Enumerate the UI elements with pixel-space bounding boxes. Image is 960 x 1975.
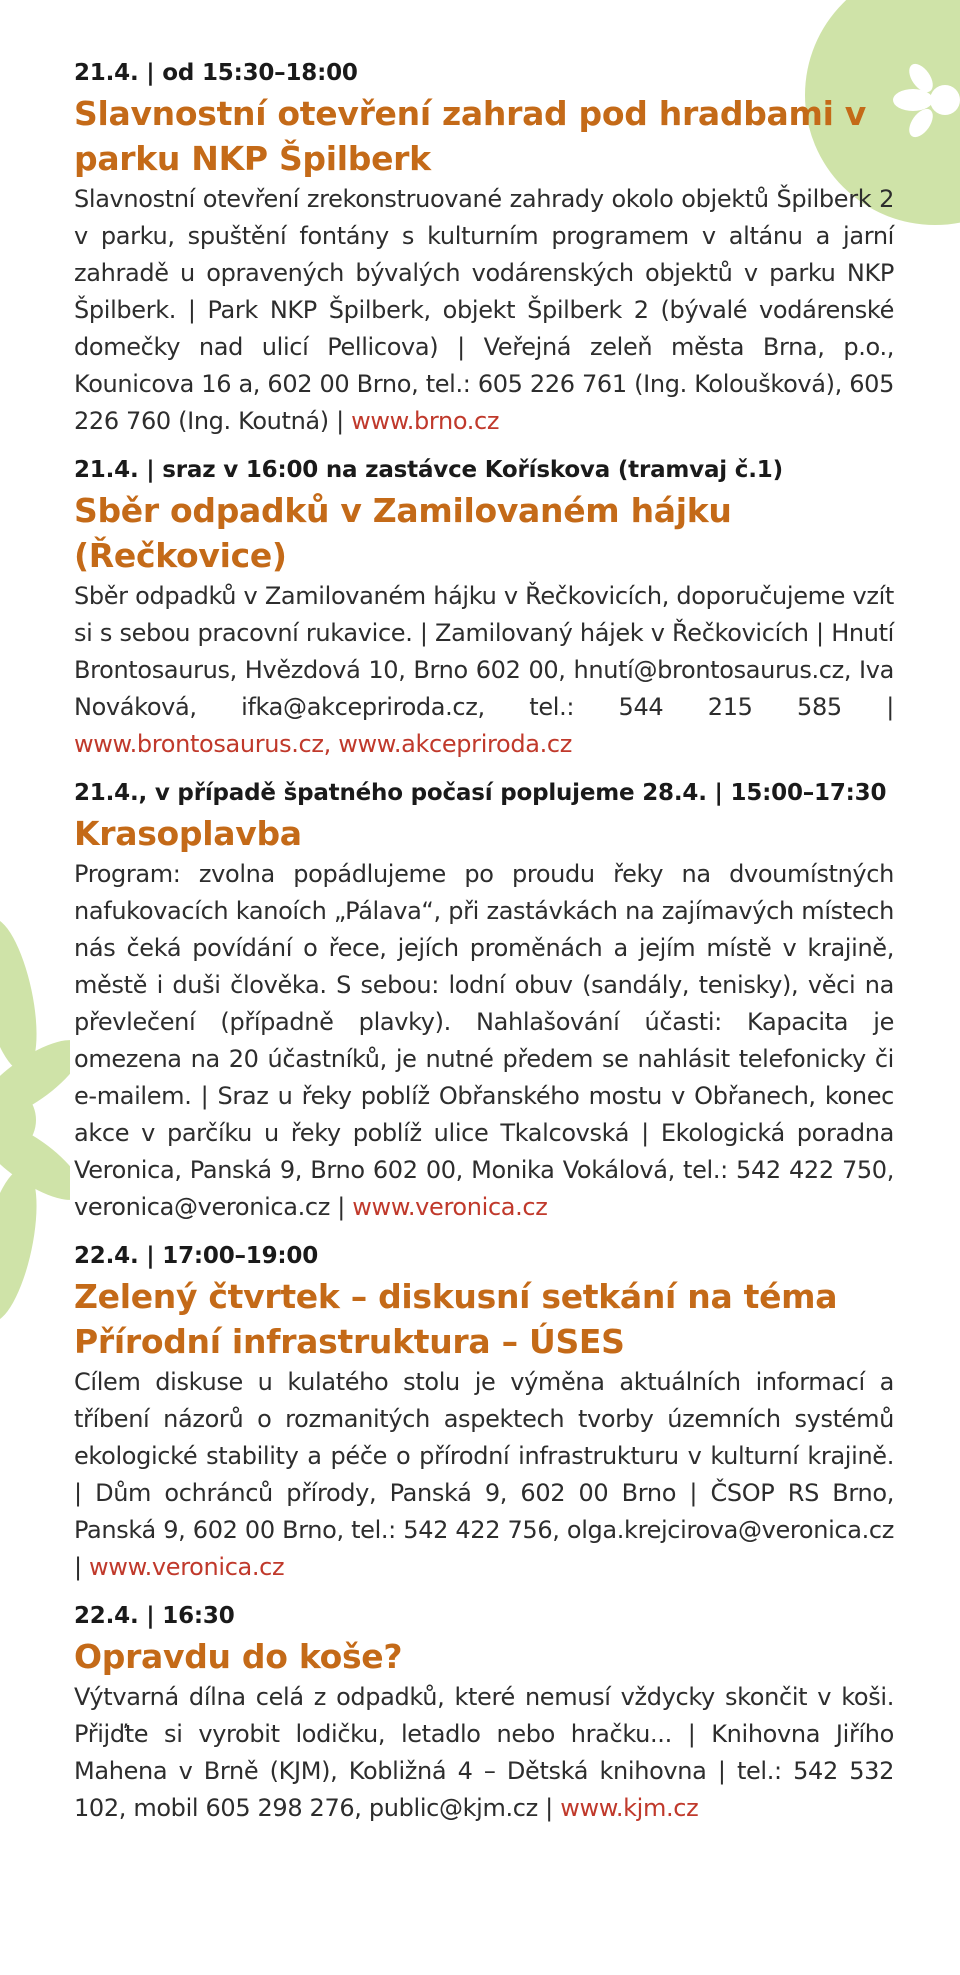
event-title: Sběr odpadků v Zamilovaném hájku (Řečkovice) — [74, 491, 732, 575]
event-date: 22.4. | 17:00–19:00 — [74, 1243, 319, 1269]
event-item — [74, 454, 894, 763]
event-link[interactable]: www.veronica.cz — [352, 1193, 548, 1221]
event-description — [74, 1364, 894, 1586]
event-date: 21.4., v případě špatného počasí poplujeme 28.4. | 15:00–17:30 — [74, 780, 887, 806]
event-list — [74, 57, 894, 1841]
event-link[interactable]: www.brno.cz — [351, 407, 500, 435]
event-item — [74, 1600, 894, 1827]
event-body-text: Výtvarná dílna celá z odpadků, které nemusí vždycky skončit v koši. Přijďte si vyrobit lodičku, letadlo nebo hračku... | Knihovna Jiřího Mahena v Brně (KJM), Kobližná 4 – Dětská knihovna | tel.: 542 532 102, mobil 605 298 276, public@kjm.cz | — [74, 1683, 894, 1822]
event-description — [74, 578, 894, 763]
event-description — [74, 181, 894, 440]
event-body-text: Sběr odpadků v Zamilovaném hájku v Řečkovicích, doporučujeme vzít si s sebou pracovní rukavice. | Zamilovaný hájek v Řečkovicích | Hnutí Brontosaurus, Hvězdová 10, Brno 602 00, hnutí@brontosaurus.cz, Iva Nováková, ifka@akcepriroda.cz, tel.: 544 215 585 | — [74, 582, 894, 721]
event-link[interactable]: www.kjm.cz — [560, 1794, 699, 1822]
event-link[interactable]: www.brontosaurus.cz, www.akcepriroda.cz — [74, 730, 572, 758]
event-date: 21.4. | sraz v 16:00 na zastávce Kořískova (tramvaj č.1) — [74, 457, 783, 483]
event-title: Zelený čtvrtek – diskusní setkání na téma Přírodní infrastruktura – ÚSES — [74, 1277, 838, 1361]
event-date: 22.4. | 16:30 — [74, 1603, 235, 1629]
event-description — [74, 856, 894, 1226]
event-item — [74, 777, 894, 1226]
event-title: Opravdu do koše? — [74, 1637, 403, 1676]
event-item — [74, 1240, 894, 1586]
event-item — [74, 57, 894, 440]
event-body-text: Slavnostní otevření zrekonstruované zahrady okolo objektů Špilberk 2 v parku, spuštění fontány s kulturním programem v altánu a jarní zahradě u opravených bývalých vodárenských objektů v parku NKP Špilberk. | Park NKP Špilberk, objekt Špilberk 2 (bývalé vodárenské domečky nad ulicí Pellicova) | Veřejná zeleň města Brna, p.o., Kounicova 16 a, 602 00 Brno, tel.: 605 226 761 (Ing. Koloušková), 605 226 760 (Ing. Koutná) | — [74, 185, 894, 435]
event-body-text: Cílem diskuse u kulatého stolu je výměna aktuálních informací a tříbení názorů o rozmanitých aspektech tvorby územních systémů ekologické stability a péče o přírodní infrastrukturu v kulturní krajině. | Dům ochránců přírody, Panská 9, 602 00 Brno | ČSOP RS Brno, Panská 9, 602 00 Brno, tel.: 542 422 756, olga.krejcirova@veronica.cz | — [74, 1368, 894, 1581]
event-date: 21.4. | od 15:30–18:00 — [74, 60, 358, 86]
event-link[interactable]: www.veronica.cz — [89, 1553, 285, 1581]
event-body-text: Program: zvolna popádlujeme po proudu řeky na dvoumístných nafukovacích kanoích „Pálava“, při zastávkách na zajímavých místech nás čeká povídání o řece, jejích proměnách a jejím místě v krajině, městě i duši člověka. S sebou: lodní obuv (sandály, tenisky), věci na převlečení (případně plavky). Nahlašování účasti: Kapacita je omezena na 20 účastníků, je nutné předem se nahlásit telefonicky či e-mailem. | Sraz u řeky poblíž Obřanského mostu v Obřanech, konec akce v parčíku u řeky poblíž ulice Tkalcovská | Ekologická poradna Veronica, Panská 9, Brno 602 00, Monika Vokálová, tel.: 542 422 750, veronica@veronica.cz | — [74, 860, 894, 1221]
event-title: Slavnostní otevření zahrad pod hradbami v parku NKP Špilberk — [74, 94, 866, 178]
flower-decoration-left-icon — [0, 905, 70, 1335]
event-title: Krasoplavba — [74, 814, 302, 853]
event-description — [74, 1679, 894, 1827]
